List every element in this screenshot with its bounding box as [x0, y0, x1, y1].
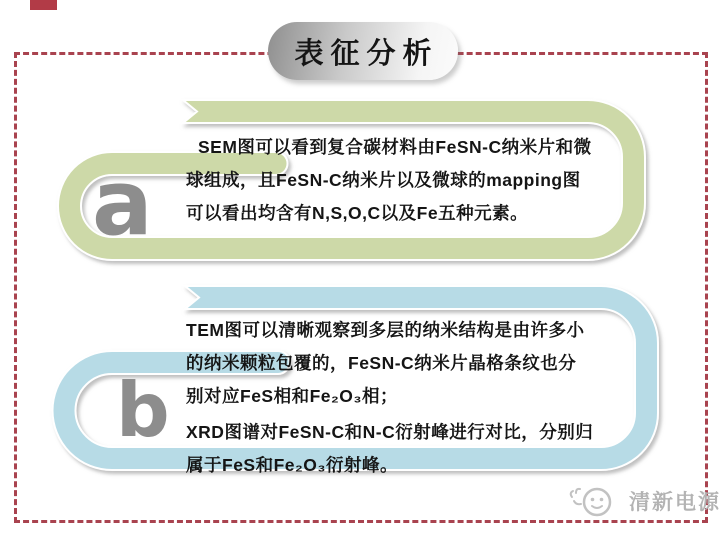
text-line: TEM图可以清晰观察到多层的纳米结构是由许多小 [186, 320, 585, 340]
text-line: XRD图谱对FeSN-C和N-C衍射峰进行对比，分别归 [186, 422, 594, 442]
watermark [566, 483, 721, 519]
title-text: 表征分析 [294, 35, 439, 70]
text-line: 球组成，且FeSN-C纳米片以及微球的mapping图 [186, 170, 581, 190]
text-line: 可以看出均含有N,S,O,C以及Fe五种元素。 [186, 203, 529, 223]
watermark-logo-icon [566, 483, 624, 519]
watermark-text: 清新电源 [629, 491, 721, 514]
text-line: 别对应FeS相和Fe₂O₃相； [186, 386, 398, 406]
text-line: SEM图可以看到复合碳材料由FeSN-C纳米片和微 [198, 137, 592, 157]
top-left-red-mark [30, 0, 57, 10]
text-line: 属于FeS和Fe₂O₃衍射峰。 [186, 455, 398, 475]
section-a-letter: a [92, 151, 153, 256]
section-b-letter: b [116, 366, 170, 454]
text-line: 的纳米颗粒包覆的，FeSN-C纳米片晶格条纹也分 [186, 353, 577, 373]
section-b-text [186, 314, 593, 482]
title-banner [268, 22, 458, 80]
section-a-text [186, 131, 592, 230]
